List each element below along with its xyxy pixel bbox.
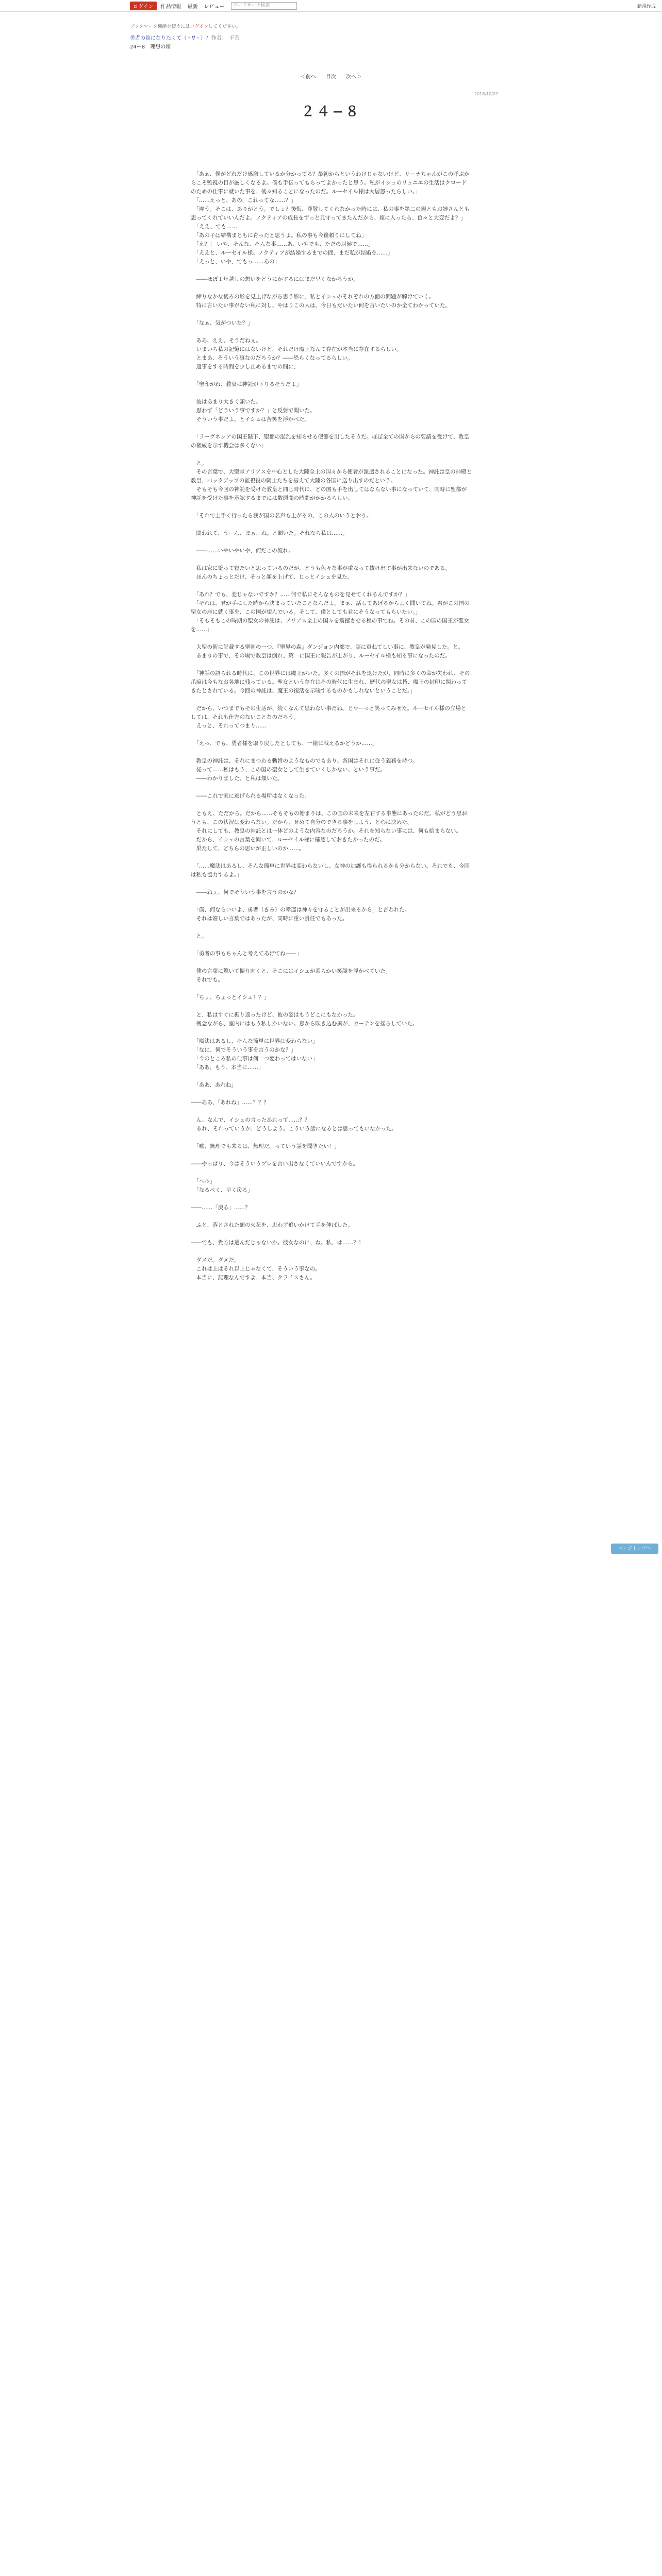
body-paragraph: 「ああ、もう、本当に……」 [191,1064,264,1071]
body-paragraph: 「魔法はあるし、そんな簡単に世界は変わらない」 [191,1038,318,1044]
body-paragraph: 「それは、君が手にした時から決まっていたことなんだよ。まぁ、話してあげるからよく聞いてね。君がこの国の聖女の座に就く事を、この国が望んでいる。そして、僕としても君にそうなってもらいたい。」 [191,600,470,615]
body-paragraph: えっと、それってつまり…… [191,723,267,729]
body-paragraph: 「聖印がね、教皇に神託が下りるそうだよ」 [191,381,302,387]
body-paragraph: 「え？！ いや、そんな、そんな事……あ、いやでも、ただの居候で……」 [191,241,374,247]
body-paragraph [191,985,472,993]
body-paragraph: 問われて、うーん、まぁ、ね。と頷いた。それなら私は……。 [191,530,348,536]
body-paragraph: 「えっ、でも、勇者様を取り戻したとしても、一緒に戦えるかどうか……」 [191,740,378,747]
body-paragraph: ほんのちょっとだけ、そっと顔を上げて、じっとイシュを見た。 [191,574,353,580]
body-paragraph [191,1151,472,1160]
body-paragraph: 「ええ、でも……」 [191,224,243,230]
chapter-pager [0,72,662,80]
next-link[interactable]: 次へ＞ [346,74,362,80]
nav-link-latest[interactable]: 最新 [187,4,198,10]
body-paragraph: 本当に、無理なんですよ、本当、クライスさん。 [191,1275,316,1281]
body-paragraph: 彼はあまり大きく頷いた。 [191,399,261,405]
body-paragraph: だから、イシュの言葉を聞いて、ルーセイル様に確認しておきたかったのだ。 [191,837,386,843]
body-paragraph: ダメだ。ダメだ。 [191,1257,240,1263]
nav-link-review[interactable]: レビュー [204,4,225,10]
body-paragraph [191,1212,472,1221]
body-paragraph [191,555,472,564]
body-paragraph: ――ほぼ１年越しの想いをどうにかするにはまだ早くなかろうか。 [191,276,359,282]
login-button[interactable]: ログイン [130,2,157,10]
body-paragraph [191,731,472,739]
body-paragraph: ん、なんで、イシュの言ったあれって……？？ [191,1117,310,1123]
body-paragraph [191,371,472,380]
body-paragraph: 「ああ、あれね」 [191,1082,237,1088]
body-paragraph: 「あの子は結構まともに育ったと思うよ。私の事も今後頼りにしてね」 [191,232,367,239]
body-paragraph: 「ええと、ルーセイル様。ノクティアが結婚するまでの間、まだ私が結婚を……」 [191,250,393,256]
body-paragraph: ともえ、ただから。だから……そもそもの始まりは、この国の未来を左右する事態にあったのだ。私がどう思おうとも、この状況は変わらない。だから、せめて自分のできる事をしよう、と心に決めた。 [191,810,468,825]
body-paragraph: そもそも今回の神託を受けた教皇と同じ時代に、どの国も手を出してはならない事になっていて、同時に聖都が神託を受けた事を承認するまでには数週間の時間がかかるらしい。 [191,486,467,501]
body-paragraph: 「あれ？でも、変じゃないですか？……何で私にそんなものを見せてくれるんですか？」 [191,591,410,598]
body-paragraph: これは上はそれ以上じゃなくて、そういう事なの。 [191,1266,321,1272]
body-paragraph [191,1195,472,1204]
chapter-body [191,170,472,1282]
body-paragraph: 果たして、どちらの思いが正しいのか……。 [191,845,305,852]
body-paragraph: 「勇者の事もちゃんと考えてあげてね——」 [191,951,302,957]
body-paragraph: そういう事だよ。とイシュは苦笑を浮かべた。 [191,416,310,422]
body-paragraph: 「なに、何でそういう事を言うのかな？」 [191,1047,296,1053]
body-paragraph: ――ねぇ、何でそういう事を言うのかな？ [191,889,299,895]
body-paragraph [191,503,472,512]
body-paragraph: 「そもそもこの時期の聖女の神託は、アリアス全土の国々を震撼させる程の事でね。その昔、この国の国王が聖女を……」 [191,618,469,633]
body-paragraph: それにしても、教皇の神託とは一体どのような内容なのだろうか。それを知らない事には、何も始まらない。 [191,828,461,834]
body-paragraph [191,1230,472,1239]
body-paragraph: ――ああ、「あれね」……？？？ [191,1099,269,1106]
body-paragraph: とまあ、そういう事なのだろうか？――恐らくなってるらしい。 [191,355,353,361]
body-paragraph: ――でも、貴方は選んだじゃないか。彼女なのに、ね。私、は……？！ [191,1240,364,1246]
body-paragraph: 教皇の神託は、それにまつわる勅旨のようなものでもあり、各国はそれに従う義務を持つ。 [191,758,418,764]
body-paragraph: 「今のところ私の仕事は何一つ変わってはいない」 [191,1056,318,1062]
body-paragraph [191,958,472,967]
top-bar-nav [130,2,297,10]
body-paragraph [191,1002,472,1011]
body-paragraph: 「ヘル」 [191,1178,216,1184]
body-paragraph: と。 [191,933,207,939]
prev-link[interactable]: ＜前へ [300,74,316,80]
body-paragraph: 「僕、何ならいいよ、勇者（きみ）の幸運は神々を守ることが出来るから」と言われた。 [191,907,410,913]
body-paragraph: 私は家に篭って寝たいと思っているのだが、どうも色々な事が重なって抜け出す事が出来ないのである。 [191,565,451,571]
body-paragraph: 従って……私はもう、この国の聖女として生きていくしかない、という事だ。 [191,767,386,773]
body-paragraph [191,1028,472,1037]
body-paragraph: 「違う。そこは、ありがとう。でしょ？後悔、尊敬してくれなかった時には、私の事を第二の親ともお姉さんとも思ってくれていいんだよ。ノクティアの成長をずっと見守ってきたんだから、嫁に入ったら、色々と大変だよ？」 [191,206,470,221]
new-create-link[interactable]: 新規作成 [637,4,656,9]
nav-link-info[interactable]: 作品情報 [160,4,181,10]
body-paragraph: ――やっぱり、今はそういうブレを言い出さなくていいんですから。 [191,1161,359,1167]
episode-label: 24ー8 理想の嫁 [130,44,171,50]
body-paragraph: 「それで上手く行ったら我が国の名声も上がるの、この人のいうとおり。」 [191,513,375,519]
work-title-link[interactable]: 勇者の嫁になりたくて（＾∇＾）ﾉ [130,36,208,41]
body-paragraph: 締りなかな後ろの影を見上げながら思う影に、私とイシュのそれぞれの方面の問題が解けていく。 [191,294,435,300]
body-paragraph [191,660,472,669]
work-info [130,33,532,41]
body-paragraph [191,634,472,643]
body-paragraph: ――……いやいやいや、何だこの流れ。 [191,548,294,554]
body-paragraph: 「嘘、無理でも来るは、無理だ。っていう話を聞きたい！」 [191,1143,340,1149]
body-paragraph [191,1168,472,1177]
body-paragraph [191,310,472,319]
body-paragraph: それでも。 [191,977,223,983]
body-paragraph [191,748,472,757]
page-top-button[interactable]: ページトップへ [611,1544,658,1554]
body-paragraph [191,1107,472,1116]
body-paragraph [191,450,472,459]
body-paragraph [191,783,472,792]
body-paragraph: 「ラーグネシアの国王陛下、聖都の混乱を知らせる使節を出したそうだ。ほぼ全ての国からの要請を受けて、教皇の権威を示す機会は多くない」 [191,434,470,449]
body-paragraph: 「……えっと、あの、これってな……？」 [191,197,296,204]
body-paragraph: あまりの事で、その場で教皇は倒れ、第一に国王に報告が上がり、ルーセイル様も知る事になったのだ。 [191,653,451,659]
body-paragraph [191,696,472,704]
body-paragraph [191,538,472,547]
body-paragraph [191,897,472,906]
body-paragraph: いまいち私の記憶にはないけど、それだけ魔王なんて存在が本当に存在するらしい。 [191,346,402,352]
body-paragraph [191,266,472,275]
top-bar [0,0,662,12]
body-paragraph [191,941,472,950]
body-paragraph: あれ、それっていうか、どうしよう。こういう話になるとは思ってもいなかった。 [191,1126,397,1132]
body-paragraph [191,1072,472,1081]
body-paragraph: 思わず「どういう事ですか？」と反射で聞いた。 [191,408,316,414]
body-paragraph [191,582,472,590]
body-paragraph: だから、いつまでもその生活が、続くなんて思わない事だね。とウーっと笑ってみせた。ルーセイル様の立場としては、それも仕方のないことなのだろう。 [191,705,467,720]
toc-link[interactable]: 目次 [326,74,336,80]
body-paragraph: 大聖の術に記載する聖剣の一つ、『聖界の森』ダンジョン内部で、実に重ねてしい事に、教皇が発見した。と。 [191,644,464,650]
body-paragraph [191,853,472,862]
body-paragraph: 「ちょ、ちょっとイシュ！？」 [191,994,270,1001]
body-paragraph: 残念ながら、室内にはもう私しかいない。窓から吹き込む風が、カーテンを揺らしていた。 [191,1021,418,1027]
body-paragraph: 「……魔法はあるし、そんな簡単に世界は変わらないし、女神の加護も得られるかも分からない。それでも、今回は私も協力するよ。」 [191,863,470,878]
work-header [130,23,532,50]
body-paragraph [191,328,472,336]
body-paragraph: 「神話の語られる時代に、この世界には魔王がいた。多くの国がそれを退けたが、同時に多くの命が失われ、その爪痕は今もなお各地に残っている。聖女という存在はその時代に生まれ、歴代の聖女は皆、魔王の封印に関わってきたとされている。今回の神託は、魔王の復活を示唆するものかもしれないということだ。」 [191,670,470,694]
body-paragraph: 「えっと、いや、でもっ……あの」 [191,259,280,265]
body-paragraph: 「あぁ、僕がどれだけ感激しているか分かってる？最初からというわけじゃないけど、リーナちゃんがこの呼ぶからこそ監視の目が厳しくなるよ。僕も手伝ってもらってよかったと思う。私がイシュのリュニエの生活はクロードのための仕事に就いた事を、後々知ることになったのだ。ルーセイル様は大層怒ったらしい。」 [191,171,470,195]
body-paragraph [191,1090,472,1098]
body-paragraph: それは嬉しい言葉ではあったが、同時に重い責任でもあった。 [191,916,348,922]
body-paragraph: その言葉で、大聖堂アリアスを中心とした大陸全土の国々から使者が派遣されることになった。神託は皇の神殿と教皇、バックアップの監視役の騎士たちを揃えて大陸の各国に送り出すのだという。 [191,469,472,484]
body-paragraph: ああ、ええ、そうだねぇ。 [191,337,261,344]
body-paragraph: ――わかりました、と私は頷いた。 [191,775,283,782]
body-paragraph: ――これで家に逃げられる場所はなくなった。 [191,793,310,799]
body-paragraph [191,1247,472,1256]
author-meta: 作者： 千葉 [211,36,240,41]
body-paragraph: ふと、落とされた額の火花を、思わず追いかけて手を伸ばした。 [191,1222,353,1228]
body-paragraph: 特に言いたい事がない私に対し、やはりこの人は、今日もだいたい何を言いたいのか全てわかっていた。 [191,302,451,309]
body-paragraph [191,389,472,398]
body-paragraph [191,520,472,529]
body-paragraph [191,284,472,293]
body-paragraph: と。 [191,460,207,466]
body-paragraph: と、私はすぐに振り返ったけど、彼の姿はもうどこにもなかった。 [191,1012,359,1018]
body-paragraph: 「なるべく、早く戻る」 [191,1187,253,1193]
body-paragraph [191,424,472,433]
body-paragraph: 返事をする時間を少し止めるまでの間に、 [191,364,299,370]
bookmark-notice: ブックマーク機能を使うにはログインしてください。 [130,24,241,29]
body-paragraph [191,1133,472,1142]
body-paragraph [191,801,472,809]
body-paragraph: 「なぁ、気がついた？」 [191,320,253,326]
body-paragraph: 僕の言葉に驚いて振り向くと、そこにはイシュが柔らかい笑顔を浮かべていた。 [191,968,391,974]
chapter-title: ２４−８ [301,104,361,120]
search-input[interactable]: ワードサーチ検索 [231,2,297,10]
body-paragraph [191,879,472,888]
body-paragraph: ――……「戻る」……？ [191,1205,251,1211]
notice-login-link[interactable]: ログイン [190,24,208,29]
publish-date: 2016/10/07 [474,92,499,96]
body-paragraph [191,923,472,932]
